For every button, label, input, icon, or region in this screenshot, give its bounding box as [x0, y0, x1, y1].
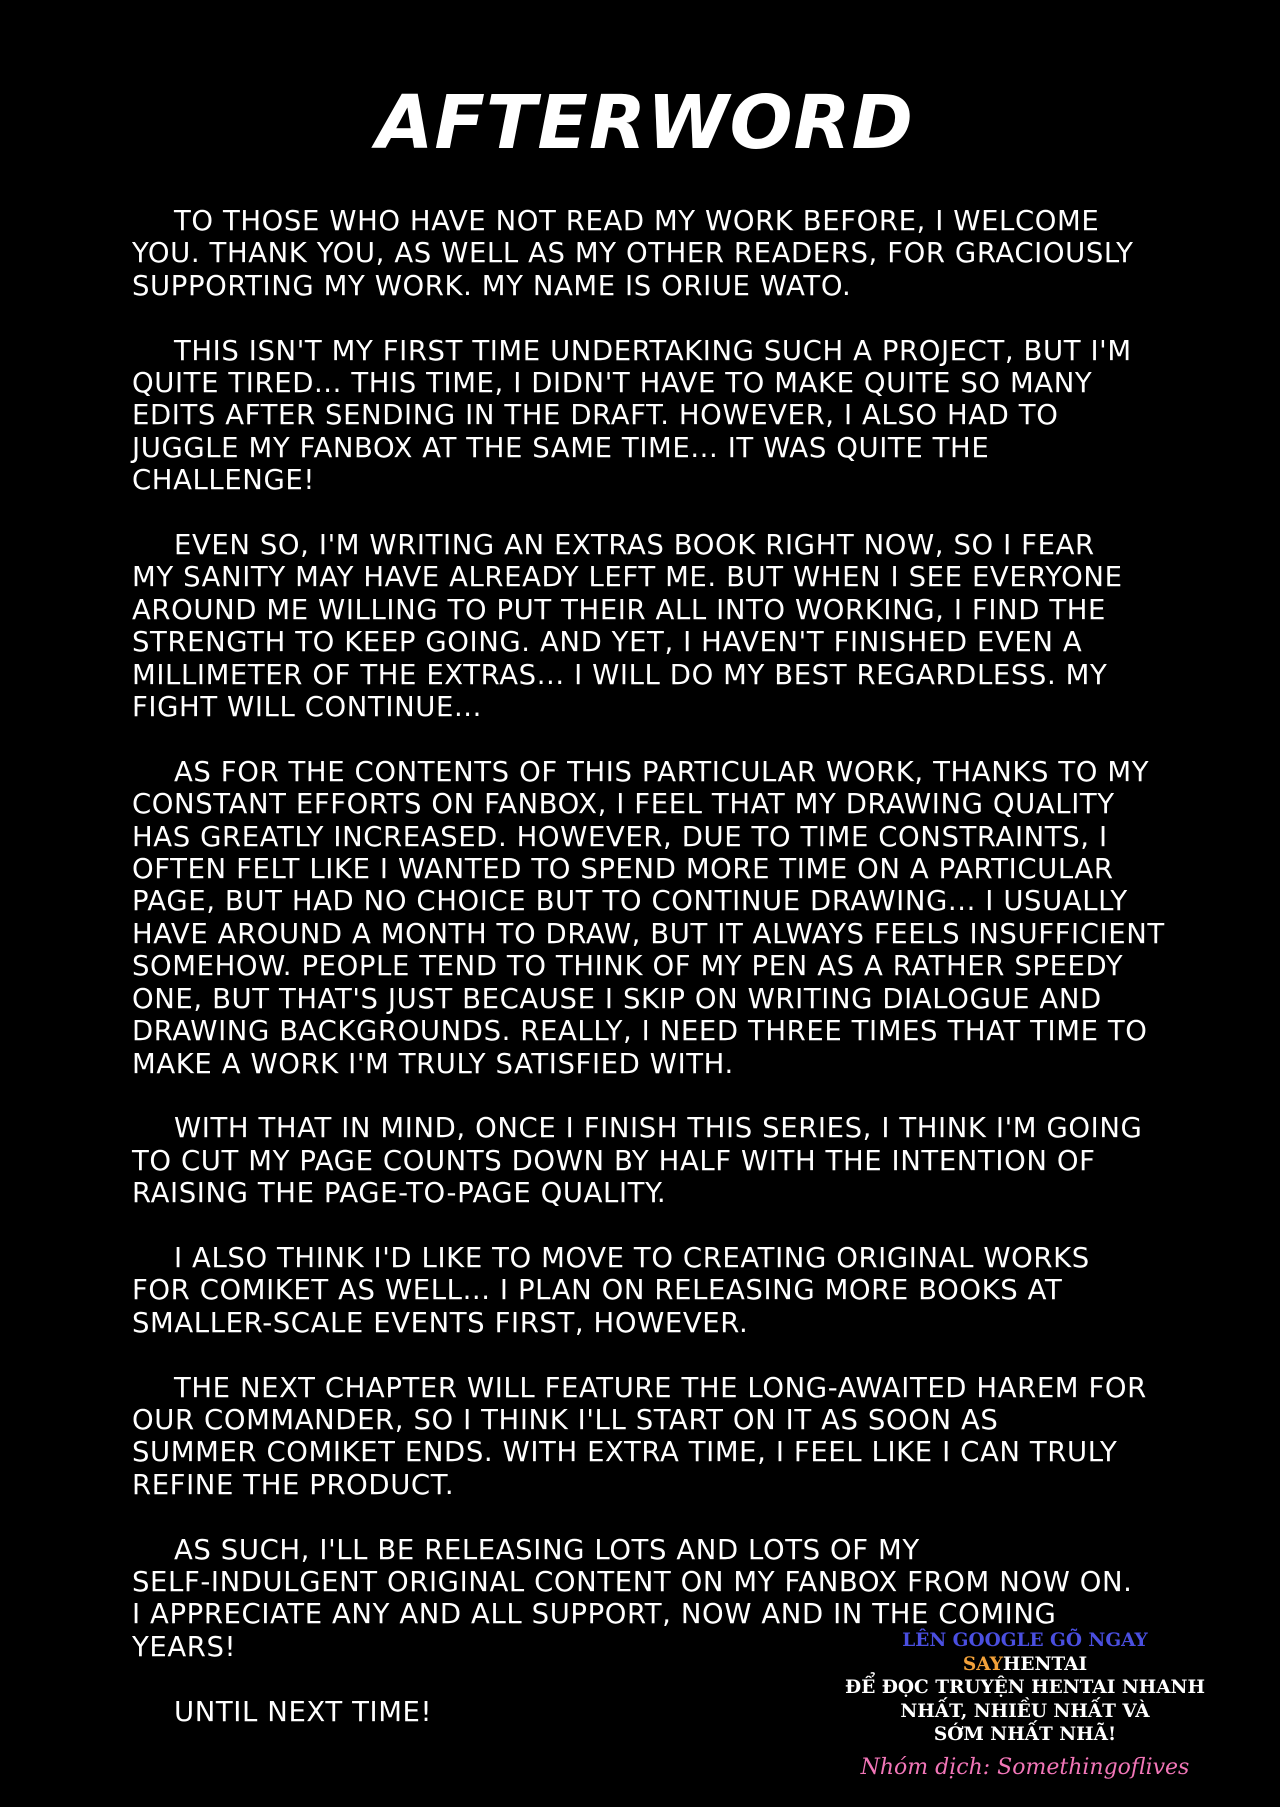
promo-highlight: SAY: [962, 1653, 1003, 1675]
text-line: PAGE, BUT HAD NO CHOICE BUT TO CONTINUE DRAWING... I USUALLY: [132, 885, 1128, 918]
text-line: THE NEXT CHAPTER WILL FEATURE THE LONG-AWAITED HAREM FOR: [174, 1371, 1147, 1404]
promo-line-3: ĐỂ ĐỌC TRUYỆN HENTAI NHANH: [845, 1677, 1205, 1698]
text-line: REFINE THE PRODUCT.: [132, 1468, 455, 1501]
promo-line-2-rest: HENTAI: [1002, 1653, 1088, 1675]
paragraph-4: [90, 756, 1210, 1080]
text-line: JUGGLE MY FANBOX AT THE SAME TIME... IT WAS QUITE THE: [132, 431, 990, 464]
promo-line-1: LÊN GOOGLE GÕ NGAY: [902, 1630, 1148, 1651]
text-line: SMALLER-SCALE EVENTS FIRST, HOWEVER.: [132, 1306, 749, 1339]
promo-line-4: NHẤT, NHIỀU NHẤT VÀ: [900, 1700, 1150, 1722]
text-line: HAS GREATLY INCREASED. HOWEVER, DUE TO TIME CONSTRAINTS, I: [132, 820, 1108, 853]
text-line: SOMEHOW. PEOPLE TEND TO THINK OF MY PEN AS A RATHER SPEEDY: [132, 950, 1124, 983]
text-line: SUMMER COMIKET ENDS. WITH EXTRA TIME, I FEEL LIKE I CAN TRULY: [132, 1436, 1118, 1469]
text-line: QUITE TIRED... THIS TIME, I DIDN'T HAVE TO MAKE QUITE SO MANY: [132, 367, 1093, 400]
paragraph-1: [90, 205, 1210, 302]
text-line: SELF-INDULGENT ORIGINAL CONTENT ON MY FANBOX FROM NOW ON.: [132, 1565, 1133, 1598]
promo-line-2: [820, 1653, 1230, 1677]
scanlation-watermark: [820, 1629, 1230, 1783]
text-line: MILLIMETER OF THE EXTRAS... I WILL DO MY BEST REGARDLESS. MY: [132, 658, 1108, 691]
text-line: EVEN SO, I'M WRITING AN EXTRAS BOOK RIGHT NOW, SO I FEAR: [174, 529, 1095, 562]
text-line: CONSTANT EFFORTS ON FANBOX, I FEEL THAT MY DRAWING QUALITY: [132, 788, 1115, 821]
text-line: FOR COMIKET AS WELL... I PLAN ON RELEASING MORE BOOKS AT: [132, 1274, 1063, 1307]
text-line: EDITS AFTER SENDING IN THE DRAFT. HOWEVER, I ALSO HAD TO: [132, 399, 1059, 432]
page-title: AFTERWORD: [376, 80, 914, 166]
text-line: AS FOR THE CONTENTS OF THIS PARTICULAR WORK, THANKS TO MY: [174, 755, 1150, 788]
text-line: CHALLENGE!: [132, 464, 315, 497]
text-line: AROUND ME WILLING TO PUT THEIR ALL INTO WORKING, I FIND THE: [132, 593, 1106, 626]
text-line: ONE, BUT THAT'S JUST BECAUSE I SKIP ON WRITING DIALOGUE AND: [132, 982, 1102, 1015]
text-line: OFTEN FELT LIKE I WANTED TO SPEND MORE TIME ON A PARTICULAR: [132, 853, 1114, 886]
text-line: DRAWING BACKGROUNDS. REALLY, I NEED THREE TIMES THAT TIME TO: [132, 1015, 1148, 1048]
translator-signature: Nhóm dịch: Somethingoflives: [860, 1754, 1190, 1780]
text-line: STRENGTH TO KEEP GOING. AND YET, I HAVEN'T FINISHED EVEN A: [132, 626, 1083, 659]
text-line: THIS ISN'T MY FIRST TIME UNDERTAKING SUCH A PROJECT, BUT I'M: [174, 334, 1132, 367]
text-line: TO CUT MY PAGE COUNTS DOWN BY HALF WITH THE INTENTION OF: [132, 1144, 1096, 1177]
text-line: YOU. THANK YOU, AS WELL AS MY OTHER READERS, FOR GRACIOUSLY: [132, 237, 1134, 270]
text-line: AS SUCH, I'LL BE RELEASING LOTS AND LOTS OF MY: [174, 1533, 920, 1566]
paragraph-2: [90, 335, 1210, 497]
text-line: I ALSO THINK I'D LIKE TO MOVE TO CREATING ORIGINAL WORKS: [174, 1241, 1090, 1274]
text-line: TO THOSE WHO HAVE NOT READ MY WORK BEFORE, I WELCOME: [174, 205, 1100, 237]
text-line: YEARS!: [132, 1630, 237, 1663]
paragraph-3: [90, 529, 1210, 723]
text-line: RAISING THE PAGE-TO-PAGE QUALITY.: [132, 1177, 667, 1210]
promo-line-5: SỚM NHẤT NHÃ!: [933, 1724, 1117, 1745]
paragraph-5: [90, 1112, 1210, 1209]
text-line: SUPPORTING MY WORK. MY NAME IS ORIUE WATO.: [132, 269, 852, 302]
text-line: WITH THAT IN MIND, ONCE I FINISH THIS SERIES, I THINK I'M GOING: [174, 1112, 1143, 1145]
paragraph-6: [90, 1242, 1210, 1339]
text-line: MY SANITY MAY HAVE ALREADY LEFT ME. BUT WHEN I SEE EVERYONE: [132, 561, 1123, 594]
text-line: OUR COMMANDER, SO I THINK I'LL START ON IT AS SOON AS: [132, 1403, 999, 1436]
text-line: I APPRECIATE ANY AND ALL SUPPORT, NOW AND IN THE COMING: [132, 1598, 1057, 1631]
text-line: UNTIL NEXT TIME!: [174, 1695, 433, 1728]
paragraph-7: [90, 1372, 1210, 1502]
afterword-body: [90, 205, 1210, 1728]
text-line: MAKE A WORK I'M TRULY SATISFIED WITH.: [132, 1047, 734, 1080]
text-line: HAVE AROUND A MONTH TO DRAW, BUT IT ALWAYS FEELS INSUFFICIENT: [132, 917, 1165, 950]
text-line: FIGHT WILL CONTINUE...: [132, 691, 482, 724]
